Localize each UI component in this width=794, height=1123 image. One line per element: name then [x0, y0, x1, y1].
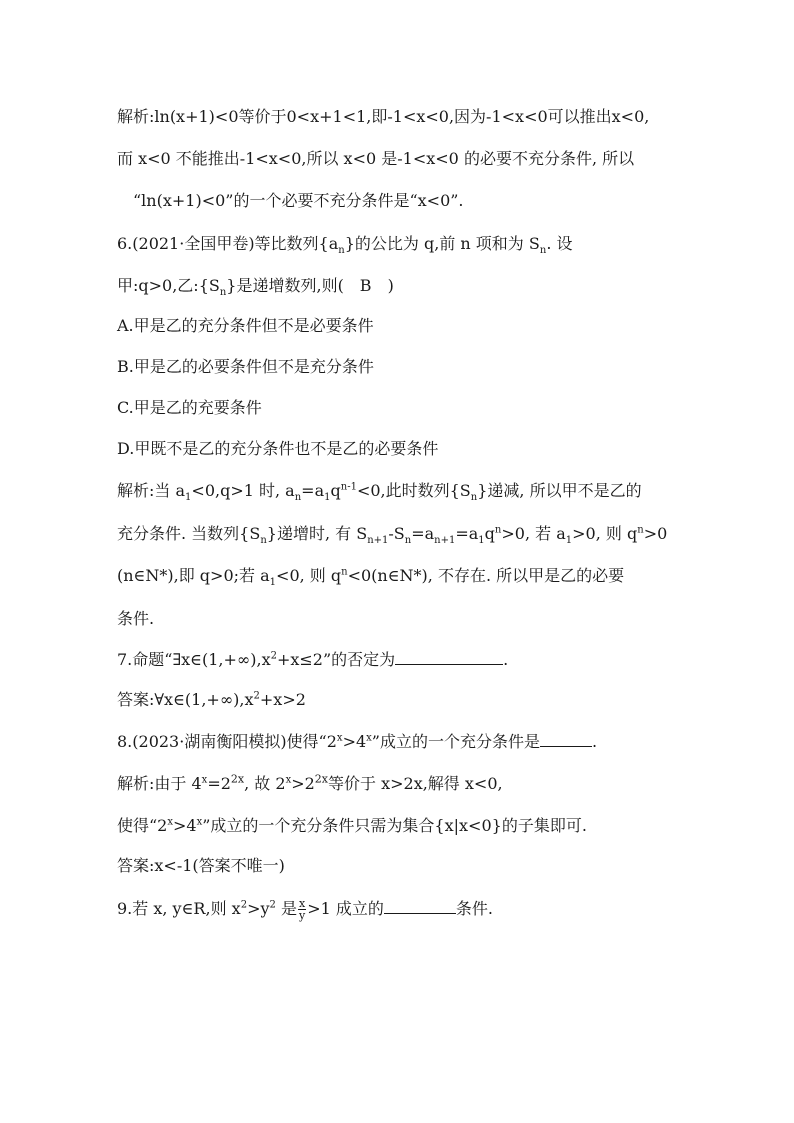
solution-5-line-2: 而 x<0 不能推出-1<x<0,所以 x<0 是-1<x<0 的必要不充分条件, 所以 — [117, 149, 635, 168]
question-6-line-1: 6.(2021·全国甲卷)等比数列$\{a_n\}$的公比为 q,前 n 项和为 $S_n$. 设 — [117, 234, 573, 257]
question-6-line-2: 甲:q>0,乙$:\{S_n\}$是递增数列,则( B ) — [117, 276, 394, 299]
solution-6-line-1: 解析:当 $a_1<0,q>1$ 时, $a_n=a_1q^{n-1}<0$,此时数列$\{S_n\}$递减, 所以甲不是乙的 — [117, 481, 642, 504]
solution-6-line-3: (n∈N*),即 q>0;若 $a_1<0$, 则 $q^n<0(n\in N*)$, 不存在. 所以甲是乙的必要 — [117, 566, 625, 589]
answer-blank-9[interactable] — [384, 899, 456, 914]
question-9: 9.若 x, y∈R,则 $x^2>y^2$ 是 $\frac{x}{y}$ >1 成立的 条件. — [117, 897, 493, 922]
solution-8-line-1: 解析:由于 $4^x=2^{2x}$, 故 $2^x>2^{2x}$等价于 x>2x,解得 x<0, — [117, 772, 503, 793]
option-b: B.甲是乙的必要条件但不是充分条件 — [117, 357, 374, 376]
option-c: C.甲是乙的充要条件 — [117, 398, 262, 417]
question-8: 8.(2023·湖南衡阳模拟)使得“$2^x>4^x$”成立的一个充分条件是 . — [117, 732, 598, 751]
option-a: A.甲是乙的充分条件但不是必要条件 — [117, 316, 374, 335]
answer-blank-8[interactable] — [540, 732, 592, 747]
solution-8-line-2: 使得“$2^x>4^x$”成立的一个充分条件只需为集合{x|x<0}的子集即可. — [117, 816, 587, 835]
answer-8: 答案:x<-1(答案不唯一) — [117, 856, 285, 875]
fraction-x-over-y: $\frac{x}{y}$ — [298, 897, 306, 922]
answer-7: 答案$:\forall x\in(1,+\infty),x^2+x>2$ — [117, 690, 306, 709]
answer-blank-7[interactable] — [395, 650, 503, 665]
solution-5-line-1: 解析:ln(x+1)<0等价于0<x+1<1,即-1<x<0,因为-1<x<0可以推出x<0, — [117, 107, 650, 126]
solution-5-line-3: “ln(x+1)<0”的一个必要不充分条件是“x<0”. — [133, 191, 464, 210]
solution-6-line-4: 条件. — [117, 609, 155, 628]
solution-6-line-2: 充分条件. 当数列$\{S_n\}$递增时, 有 $S_{n+1}-S_n=a_{n+1}=a_1q^n>0$, 若 $a_1>0$, 则 $q^n>0$ — [117, 524, 668, 547]
question-7: 7.命题“$\exists x\in(1,+\infty),x^2+x\le 2$”的否定为 . — [117, 650, 509, 669]
option-d: D.甲既不是乙的充分条件也不是乙的必要条件 — [117, 439, 439, 458]
